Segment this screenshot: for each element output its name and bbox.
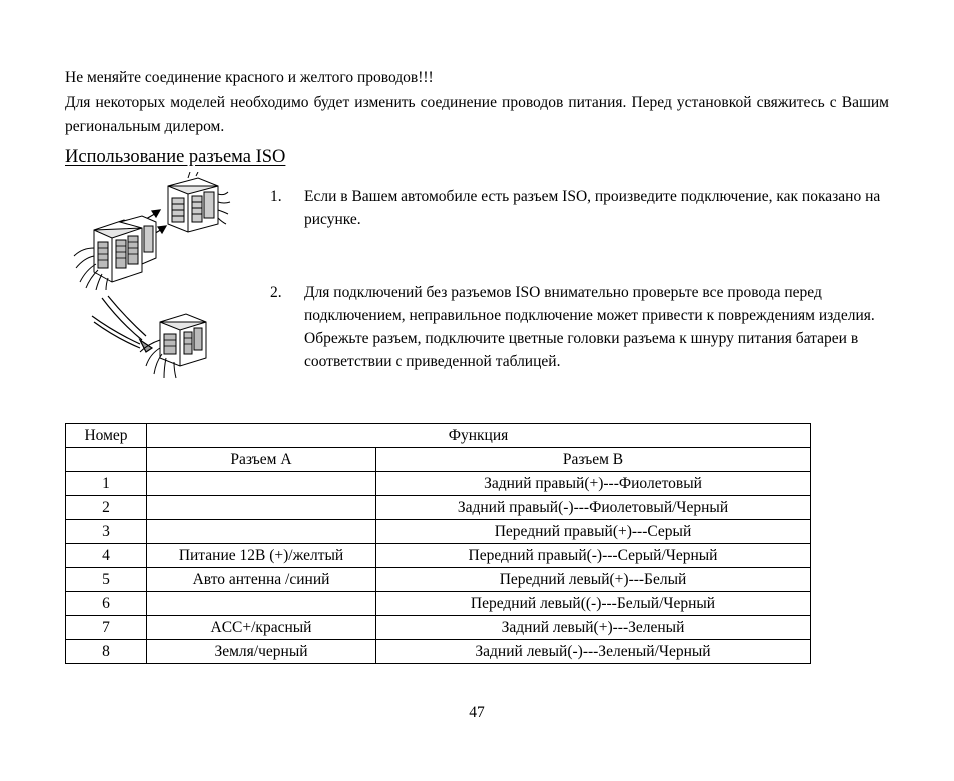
table-subheader-row <box>66 448 811 472</box>
cell-connector-b: Передний левый((-)---Белый/Черный <box>376 592 811 616</box>
header-empty-cell <box>66 448 147 472</box>
cell-number: 8 <box>66 640 147 664</box>
iso-connector-plug-illustration <box>72 172 232 290</box>
cell-connector-a <box>147 520 376 544</box>
item-text: Для подключений без разъемов ISO внимательно проверьте все провода перед подключением, неправильное подключение может привести к повреждениям изделия. <box>304 284 875 324</box>
cell-number: 6 <box>66 592 147 616</box>
item-number: 2. <box>270 284 282 301</box>
cell-connector-b: Задний левый(+)---Зеленый <box>376 616 811 640</box>
cell-connector-b: Передний левый(+)---Белый <box>376 568 811 592</box>
header-connector-b: Разъем В <box>376 448 811 472</box>
page-number: 47 <box>469 704 485 721</box>
cell-connector-a: Питание 12В (+)/желтый <box>147 544 376 568</box>
table-row <box>66 568 811 592</box>
cell-number: 3 <box>66 520 147 544</box>
cell-number: 2 <box>66 496 147 520</box>
table-row <box>66 592 811 616</box>
cell-connector-a: Земля/черный <box>147 640 376 664</box>
header-function: Функция <box>147 424 811 448</box>
cell-connector-a <box>147 472 376 496</box>
cell-number: 5 <box>66 568 147 592</box>
table-row <box>66 520 811 544</box>
wiring-table <box>65 423 811 664</box>
item-text: Если в Вашем автомобиле есть разъем ISO, произведите подключение, как показано на рисунке. <box>304 188 881 228</box>
item-text-continued: Обрежьте разъем, подключите цветные головки разъема к шнуру питания батареи в соответствии с приведенной таблицей. <box>304 330 859 370</box>
table-row <box>66 640 811 664</box>
header-number: Номер <box>66 424 147 448</box>
cell-connector-b: Задний левый(-)---Зеленый/Черный <box>376 640 811 664</box>
cell-connector-b: Задний правый(+)---Фиолетовый <box>376 472 811 496</box>
wire-cutting-connector-illustration <box>90 292 220 380</box>
warning-line-2: Для некоторых моделей необходимо будет изменить соединение проводов питания. Перед установкой свяжитесь с Вашим региональным дилером. <box>65 94 889 135</box>
table-row <box>66 616 811 640</box>
cell-connector-a: Авто антенна /синий <box>147 568 376 592</box>
cell-number: 7 <box>66 616 147 640</box>
table-row <box>66 496 811 520</box>
cell-connector-a <box>147 592 376 616</box>
instruction-item-2 <box>270 281 890 373</box>
cell-connector-b: Задний правый(-)---Фиолетовый/Черный <box>376 496 811 520</box>
cell-connector-b: Передний правый(-)---Серый/Черный <box>376 544 811 568</box>
header-connector-a: Разъем А <box>147 448 376 472</box>
section-title: Использование разъема ISO <box>65 147 286 167</box>
cell-connector-a: ACC+/красный <box>147 616 376 640</box>
table-row <box>66 472 811 496</box>
cell-number: 4 <box>66 544 147 568</box>
instruction-item-1 <box>270 185 890 231</box>
cell-connector-a <box>147 496 376 520</box>
table-row <box>66 544 811 568</box>
cell-number: 1 <box>66 472 147 496</box>
item-number: 1. <box>270 188 282 205</box>
table-header-row <box>66 424 811 448</box>
warning-line-1: Не меняйте соединение красного и желтого проводов!!! <box>65 69 434 86</box>
cell-connector-b: Передний правый(+)---Серый <box>376 520 811 544</box>
